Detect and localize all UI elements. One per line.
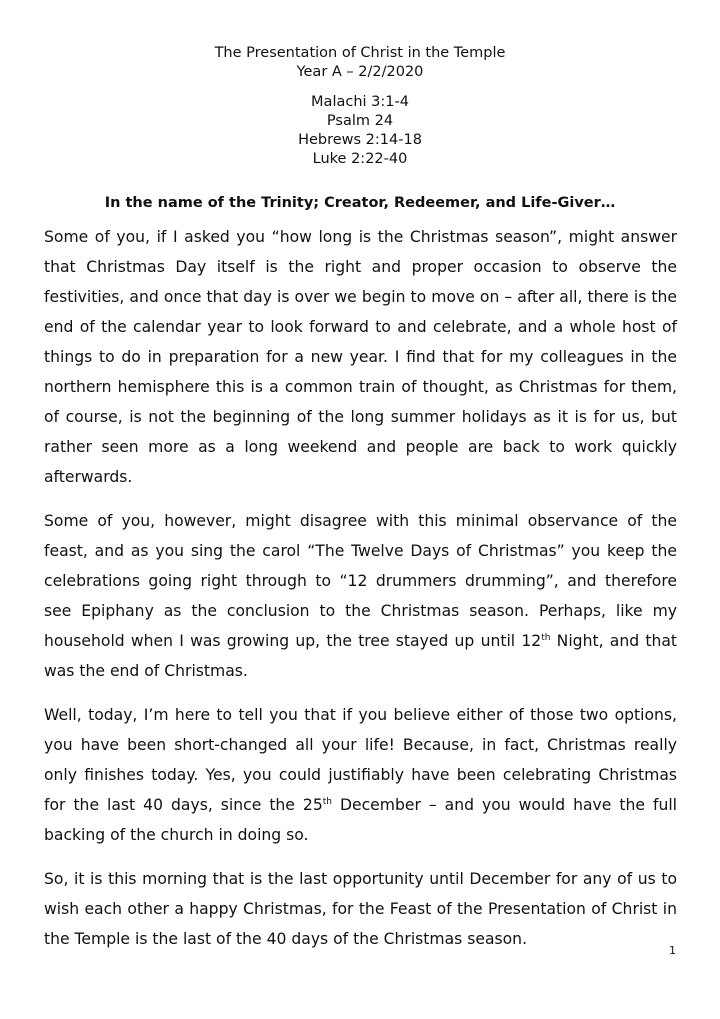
reading-hebrews: Hebrews 2:14-18 [298,132,422,148]
ordinal-suffix: th [541,632,551,643]
reading-luke: Luke 2:22-40 [312,151,408,167]
paragraph-3-text-b: December – and you would have the full backing of the church in doing so. [44,796,678,844]
ordinal-suffix: th [322,796,332,807]
paragraph-2-text-a: Some of you, however, might disagree with this minimal observance of the feast, and as you sing the carol “The Twelve Days of Christmas” you keep the celebrations going right through to “12 drummers drumming”, and therefore see Epiphany as the conclusion to the Christmas season. Perhaps, like my household when I was growing up, the tree stayed up until 12 [44,512,677,650]
paragraph-4: So, it is this morning that is the last opportunity until December for any of us to wish each other a happy Christmas, for the Feast of the Presentation of Christ in the Temple is the last of the 40 days of the Christmas season. [44,870,677,948]
sermon-title: The Presentation of Christ in the Temple [214,45,506,61]
paragraph-1: Some of you, if I asked you “how long is the Christmas season”, might answer that Christmas Day itself is the right and proper occasion to observe the festivities, and once that day is over we begin to move on – after all, there is the end of the calendar year to look forward to and celebrate, and a whole host of things to do in preparation for a new year. I find that for my colleagues in the northern hemisphere this is a common train of thought, as Christmas for them, of course, is not the beginning of the long summer holidays as it is for us, but rather seen more as a long weekend and people are back to work quickly afterwards. [44,228,677,486]
paragraph-2-text-b: Night, and that was the end of Christmas. [44,632,678,680]
paragraph-3-text-a: Well, today, I’m here to tell you that if you believe either of those two options, you have been short-changed all your life! Because, in fact, Christmas really only finishes today. Yes, you could justifiably have been celebrating Christmas for the last 40 days, since the 25 [44,706,677,814]
paragraph-2 [44,506,677,686]
sermon-body [44,222,677,968]
readings-list [0,93,720,169]
reading-psalm: Psalm 24 [326,113,394,129]
sermon-date: Year A – 2/2/2020 [296,64,424,80]
paragraph-3 [44,700,677,850]
invocation-heading: In the name of the Trinity; Creator, Redeemer, and Life-Giver… [104,195,616,211]
page-number: 1 [669,944,676,957]
reading-malachi: Malachi 3:1-4 [311,94,409,110]
document-header [0,44,720,82]
